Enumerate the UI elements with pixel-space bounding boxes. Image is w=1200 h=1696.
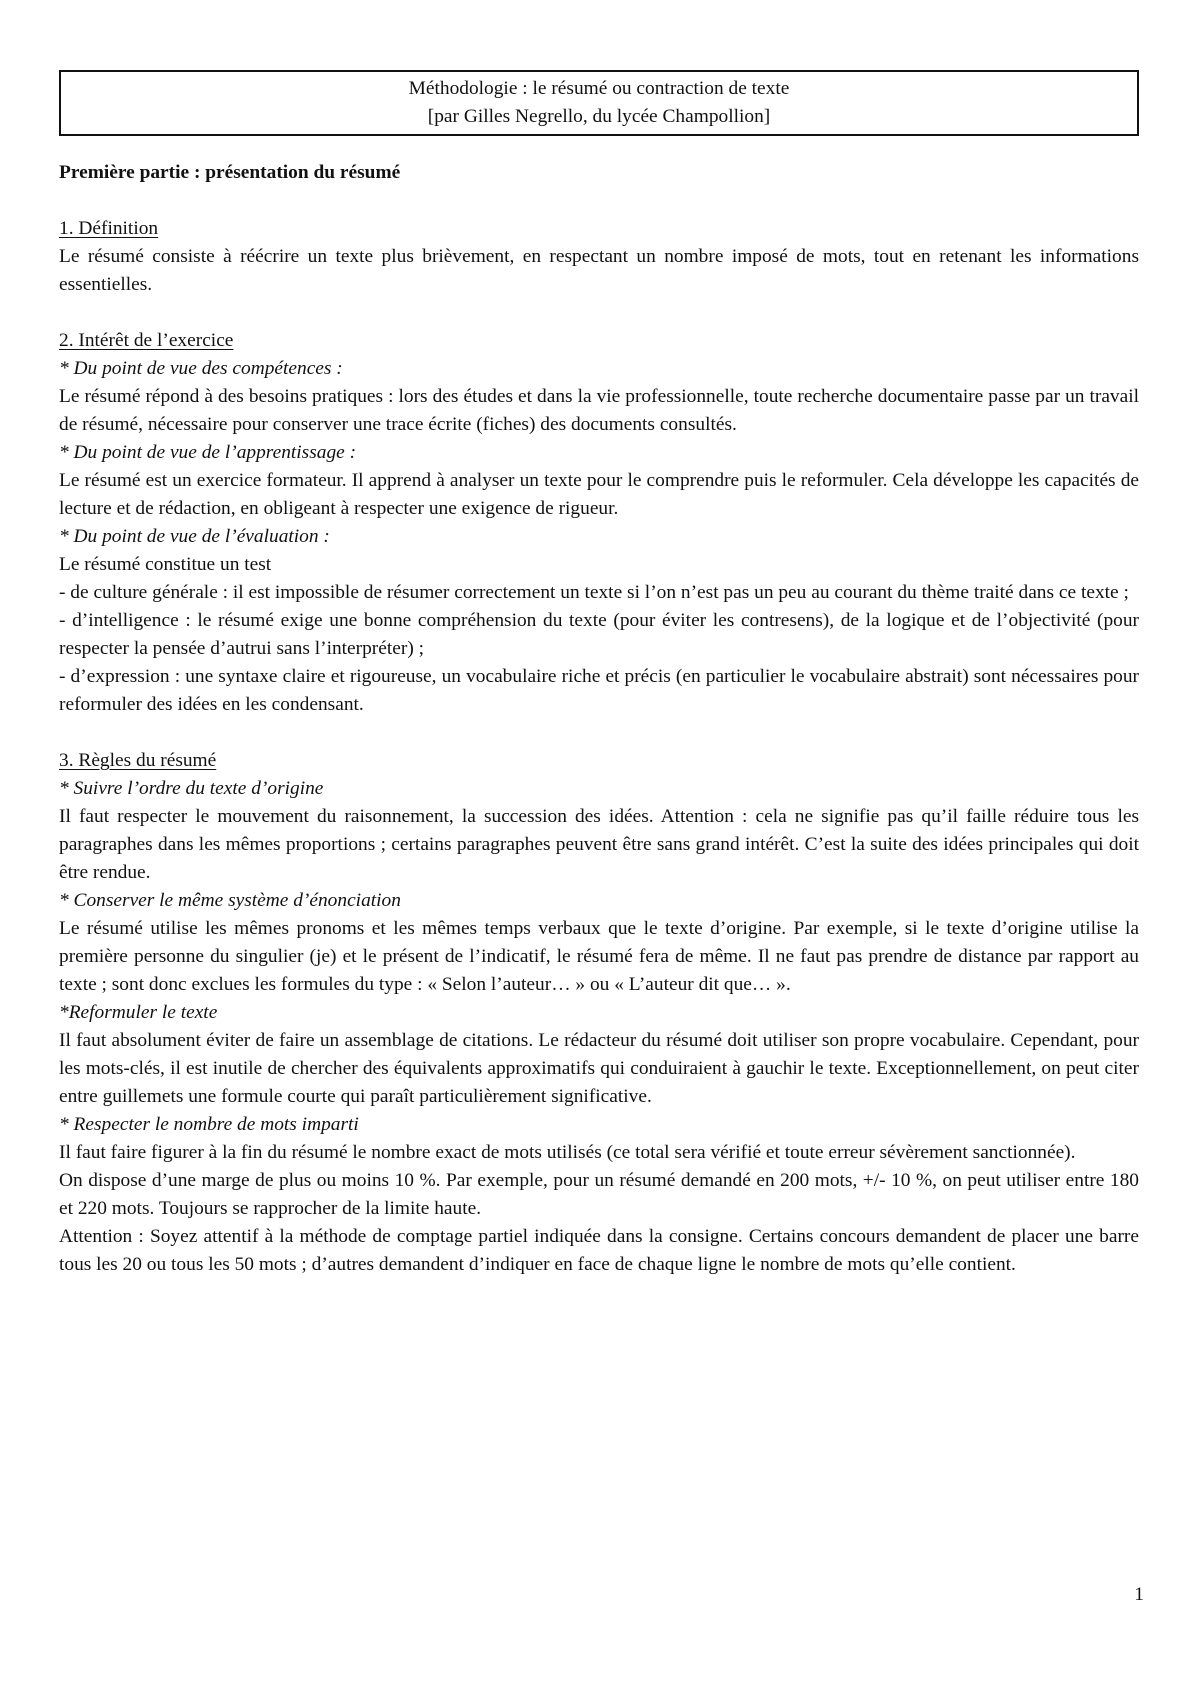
title-box [59,70,1139,136]
title-line-2: [par Gilles Negrello, du lycée Champollion] [427,106,771,127]
subheading: * Suivre l’ordre du texte d’origine [59,778,324,799]
section-title: 2. Intérêt de l’exercice [59,330,234,351]
subheading: * Respecter le nombre de mots imparti [59,1114,359,1135]
title-line-1: Méthodologie : le résumé ou contraction de texte [408,78,790,99]
subheading: * Du point de vue des compétences : [59,358,343,379]
paragraph: Le résumé est un exercice formateur. Il apprend à analyser un texte pour le comprendre puis le reformuler. Cela développe les capacités de lecture et de rédaction, en obligeant à respecter une exigence de rigueur. [59,470,1139,519]
paragraph: Le résumé consiste à réécrire un texte plus brièvement, en respectant un nombre imposé de mots, tout en retenant les informations essentielles. [59,246,1139,295]
subheading: * Du point de vue de l’évaluation : [59,526,330,547]
list-item: - de culture générale : il est impossible de résumer correctement un texte si l’on n’est pas un peu au courant du thème traité dans ce texte ; [59,582,1129,603]
paragraph: Le résumé utilise les mêmes pronoms et les mêmes temps verbaux que le texte d’origine. Par exemple, si le texte d’origine utilise la première personne du singulier (je) et le présent de l’indicatif, le résumé fera de même. Il ne faut pas prendre de distance par rapport au texte ; sont donc exclues les formules du type : « Selon l’auteur… » ou « L’auteur dit que… ». [59,918,1139,995]
section-definition [59,215,1139,299]
section-title: 3. Règles du résumé [59,750,217,771]
section-regles [59,747,1139,1279]
paragraph: On dispose d’une marge de plus ou moins 10 %. Par exemple, pour un résumé demandé en 200 mots, +/- 10 %, on peut utiliser entre 180 et 220 mots. Toujours se rapprocher de la limite haute. [59,1170,1139,1219]
subheading: * Conserver le même système d’énonciation [59,890,401,911]
section-interet [59,327,1139,719]
paragraph: Il faut respecter le mouvement du raisonnement, la succession des idées. Attention : cela ne signifie pas qu’il faille réduire tous les paragraphes dans les mêmes proportions ; certains paragraphes peuvent être sans grand intérêt. C’est la suite des idées principales qui doit être rendue. [59,806,1139,883]
page-number: 1 [1134,1584,1144,1605]
list-item: - d’expression : une syntaxe claire et rigoureuse, un vocabulaire riche et précis (en particulier le vocabulaire abstrait) sont nécessaires pour reformuler des idées en les condensant. [59,666,1139,715]
paragraph: Il faut faire figurer à la fin du résumé le nombre exact de mots utilisés (ce total sera vérifié et toute erreur sévèrement sanctionnée). [59,1142,1076,1163]
paragraph: Attention : Soyez attentif à la méthode de comptage partiel indiquée dans la consigne. Certains concours demandent de placer une barre tous les 20 ou tous les 50 mots ; d’autres demandent d’indiquer en face de chaque ligne le nombre de mots qu’elle contient. [59,1226,1139,1275]
list-item: - d’intelligence : le résumé exige une bonne compréhension du texte (pour éviter les contresens), de la logique et de l’objectivité (pour respecter la pensée d’autrui sans l’interpréter) ; [59,610,1139,659]
paragraph: Le résumé répond à des besoins pratiques : lors des études et dans la vie professionnelle, toute recherche documentaire passe par un travail de résumé, nécessaire pour conserver une trace écrite (fiches) des documents consultés. [59,386,1139,435]
section-title: 1. Définition [59,218,159,239]
paragraph: Le résumé constitue un test [59,554,272,575]
subheading: * Du point de vue de l’apprentissage : [59,442,357,463]
part-title: Première partie : présentation du résumé [59,162,401,183]
paragraph: Il faut absolument éviter de faire un assemblage de citations. Le rédacteur du résumé doit utiliser son propre vocabulaire. Cependant, pour les mots-clés, il est inutile de chercher des équivalents approximatifs qui conduiraient à gauchir le texte. Exceptionnellement, on peut citer entre guillemets une formule courte qui paraît particulièrement significative. [59,1030,1139,1107]
document-page [59,70,1139,1307]
subheading: *Reformuler le texte [59,1002,218,1023]
